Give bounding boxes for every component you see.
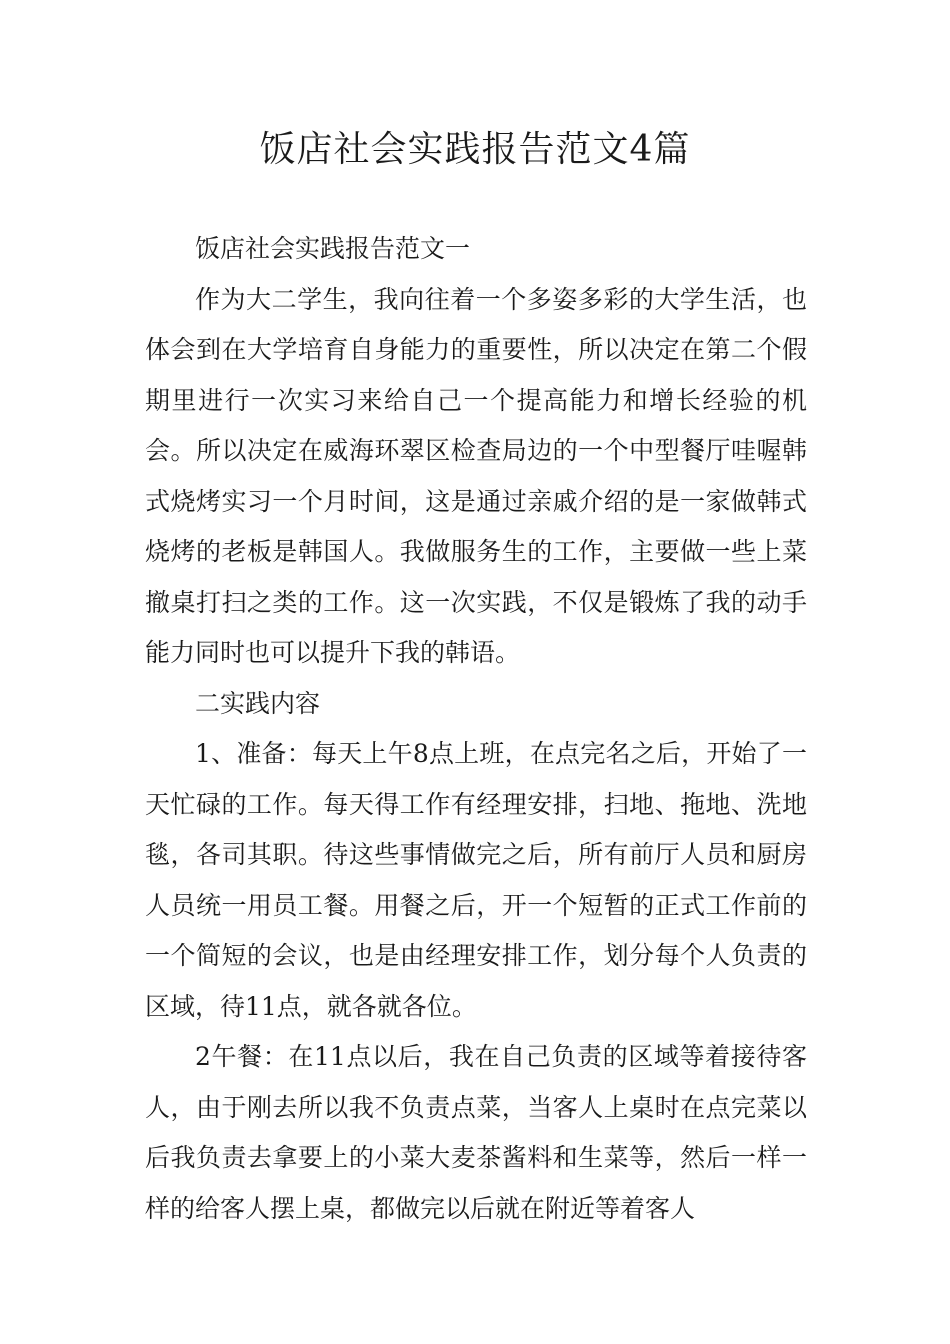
section-heading-1: 饭店社会实践报告范文一 [195, 234, 471, 263]
paragraph-lunch: 2午餐：在11点以后，我在自己负责的区域等着接待客人，由于刚去所以我不负责点菜，当客人上桌时在点完菜以后我负责去拿要上的小菜大麦茶酱料和生菜等，然后一样一样的给客人摆上桌，都做完以后就在附近等着客人 [145, 1042, 807, 1223]
paragraph-preparation: 1、准备：每天上午8点上班，在点完名之后，开始了一天忙碌的工作。每天得工作有经理安排，扫地、拖地、洗地毯，各司其职。待这些事情做完之后，所有前厅人员和厨房人员统一用员工餐。用餐之后，开一个短暂的正式工作前的一个简短的会议，也是由经理安排工作，划分每个人负责的区域，待11点，就各就各位。 [145, 739, 807, 1021]
section-heading-2: 二实践内容 [195, 688, 321, 718]
paragraph-intro: 作为大二学生，我向往着一个多姿多彩的大学生活，也体会到在大学培育自身能力的重要性，所以决定在第二个假期里进行一次实习来给自己一个提高能力和增长经验的机会。所以决定在威海环翠区检查局边的一个中型餐厅哇喔韩式烧烤实习一个月时间，这是通过亲戚介绍的是一家做韩式烧烤的老板是韩国人。我做服务生的工作，主要做一些上菜撤桌打扫之类的工作。这一次实践，不仅是锻炼了我的动手能力同时也可以提升下我的韩语。 [145, 284, 807, 667]
document-title: 饭店社会实践报告范文4篇 [259, 129, 691, 170]
document-body [145, 224, 807, 1234]
